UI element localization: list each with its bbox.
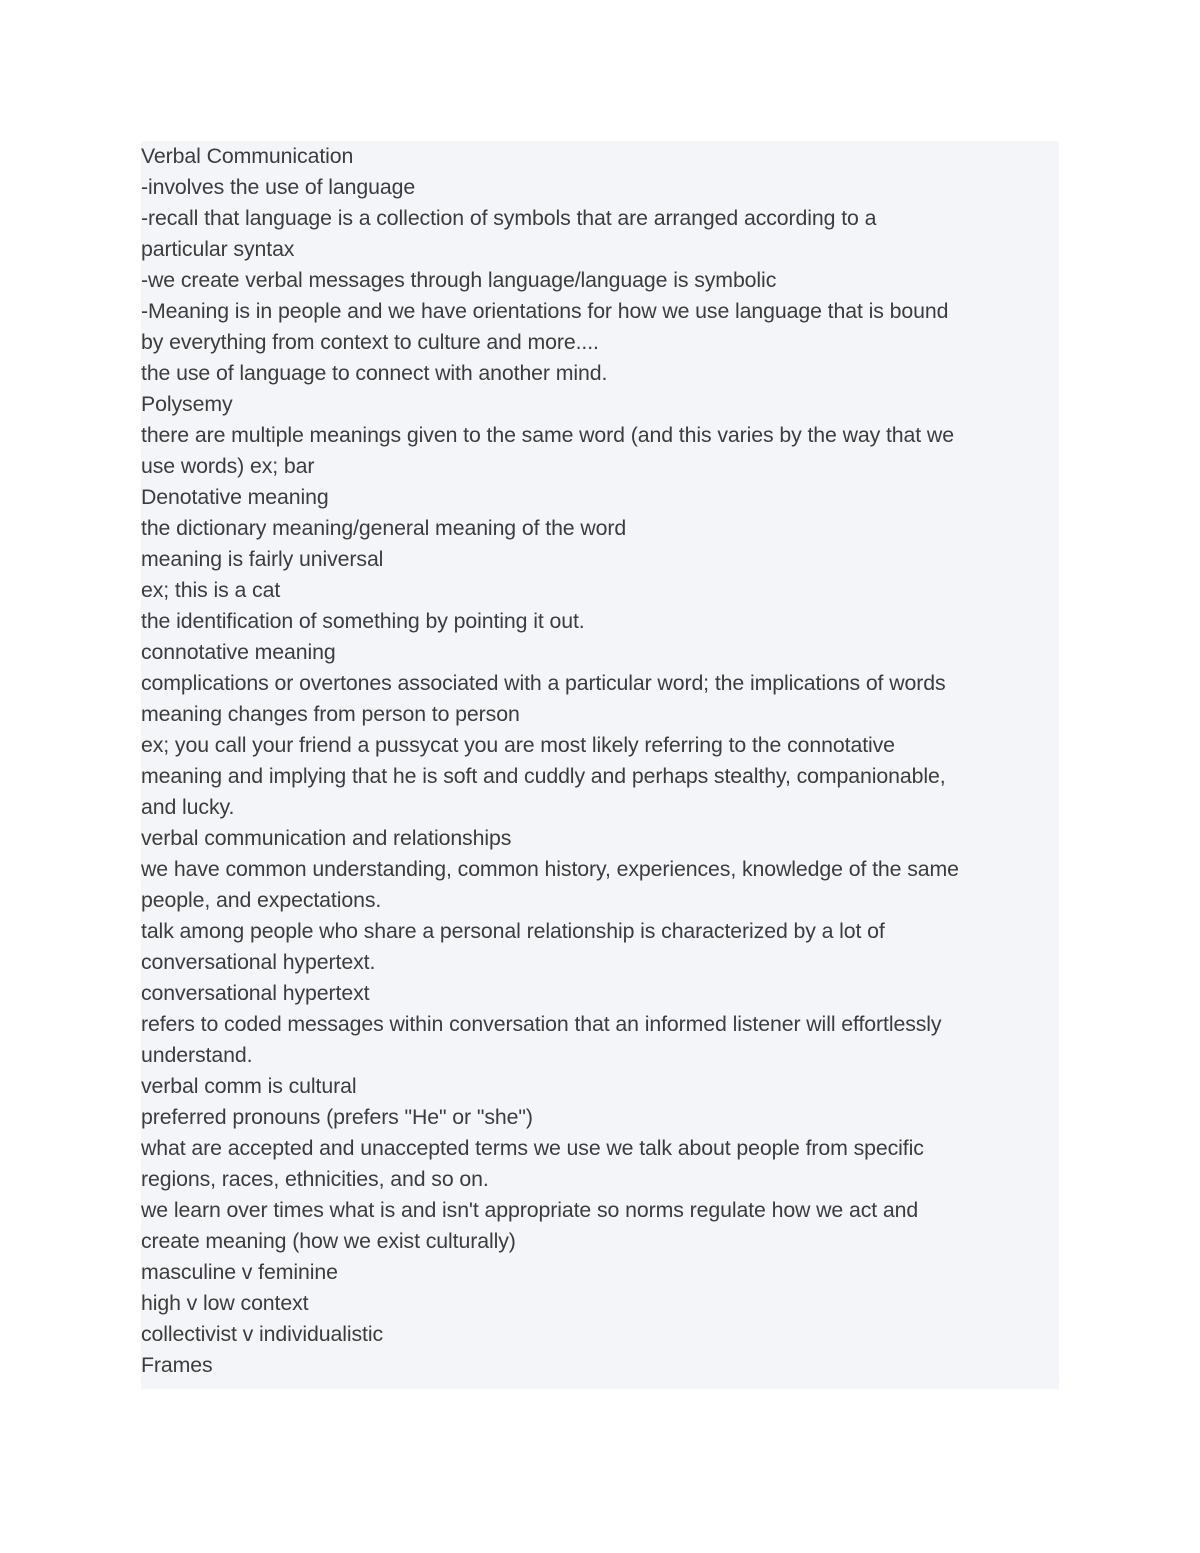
heading-denotative-meaning: Denotative meaning: [141, 485, 329, 509]
text-line: collectivist v individualistic: [141, 1322, 383, 1346]
text-line: particular syntax: [141, 237, 295, 261]
text-line: ex; this is a cat: [141, 578, 281, 602]
heading-verbal-communication-relationships: verbal communication and relationships: [141, 826, 512, 850]
heading-connotative-meaning: connotative meaning: [141, 640, 336, 664]
heading-verbal-comm-cultural: verbal comm is cultural: [141, 1074, 357, 1098]
text-line: and lucky.: [141, 795, 235, 819]
text-line: meaning changes from person to person: [141, 702, 520, 726]
text-line: -we create verbal messages through language/language is symbolic: [141, 268, 777, 292]
heading-frames: Frames: [141, 1353, 213, 1377]
text-line: -recall that language is a collection of symbols that are arranged according to a: [141, 206, 877, 230]
text-line: the dictionary meaning/general meaning of the word: [141, 516, 627, 540]
text-line: we learn over times what is and isn't appropriate so norms regulate how we act and: [141, 1198, 919, 1222]
text-line: high v low context: [141, 1291, 309, 1315]
text-line: people, and expectations.: [141, 888, 382, 912]
text-line: we have common understanding, common history, experiences, knowledge of the same: [141, 857, 959, 881]
heading-verbal-communication: Verbal Communication: [141, 144, 354, 168]
text-line: meaning and implying that he is soft and cuddly and perhaps stealthy, companionable,: [141, 764, 946, 788]
text-line: what are accepted and unaccepted terms we use we talk about people from specific: [141, 1136, 924, 1160]
notes-text-block: [141, 141, 1059, 1389]
text-line: complications or overtones associated with a particular word; the implications of words: [141, 671, 946, 695]
text-line: masculine v feminine: [141, 1260, 338, 1284]
text-line: the identification of something by pointing it out.: [141, 609, 585, 633]
text-line: preferred pronouns (prefers "He" or "she"): [141, 1105, 533, 1129]
text-line: by everything from context to culture and more....: [141, 330, 599, 354]
text-line: understand.: [141, 1043, 253, 1067]
text-line: refers to coded messages within conversation that an informed listener will effortlessly: [141, 1012, 942, 1036]
text-line: talk among people who share a personal relationship is characterized by a lot of: [141, 919, 885, 943]
heading-conversational-hypertext: conversational hypertext: [141, 981, 370, 1005]
text-line: there are multiple meanings given to the same word (and this varies by the way that we: [141, 423, 954, 447]
text-line: use words) ex; bar: [141, 454, 315, 478]
heading-polysemy: Polysemy: [141, 392, 233, 416]
text-line: -Meaning is in people and we have orientations for how we use language that is bound: [141, 299, 949, 323]
text-line: conversational hypertext.: [141, 950, 376, 974]
text-line: meaning is fairly universal: [141, 547, 384, 571]
text-line: create meaning (how we exist culturally): [141, 1229, 516, 1253]
text-line: ex; you call your friend a pussycat you are most likely referring to the connotative: [141, 733, 895, 757]
text-line: the use of language to connect with another mind.: [141, 361, 608, 385]
text-line: regions, races, ethnicities, and so on.: [141, 1167, 489, 1191]
text-line: -involves the use of language: [141, 175, 416, 199]
